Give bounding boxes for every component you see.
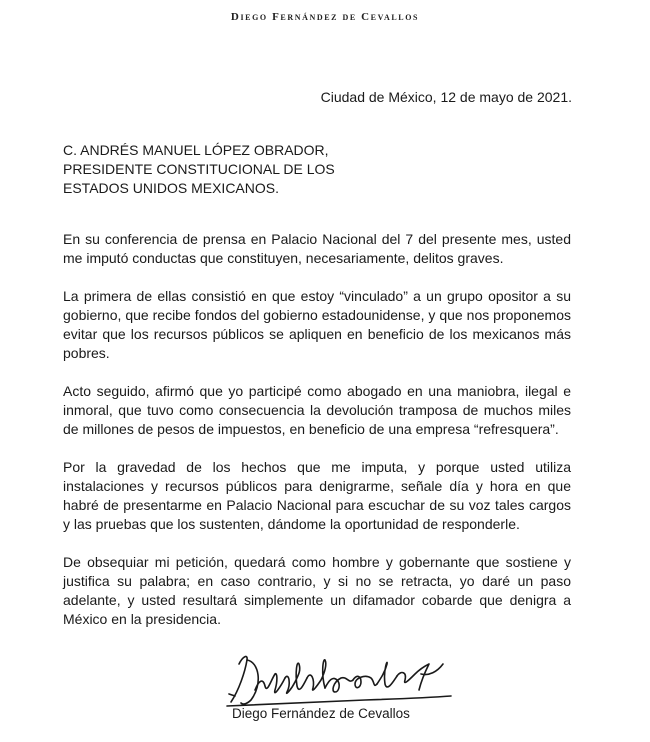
- addressee-line: ESTADOS UNIDOS MEXICANOS.: [63, 180, 279, 196]
- addressee-block: [63, 141, 335, 198]
- addressee-line: PRESIDENTE CONSTITUCIONAL DE LOS: [63, 161, 335, 177]
- body-paragraph: En su conferencia de prensa en Palacio Nacional del 7 del presente mes, usted me imputó conductas que constituyen, necesariamente, delitos graves.: [63, 231, 571, 266]
- addressee-line: C. ANDRÉS MANUEL LÓPEZ OBRADOR,: [63, 142, 329, 158]
- signer-name: Diego Fernández de Cevallos: [232, 706, 410, 721]
- body-paragraph: Acto seguido, afirmó que yo participé como abogado en una maniobra, ilegal e inmoral, que tuvo como consecuencia la devolución tramposa de muchos miles de millones de pesos de impuestos, en beneficio de una empresa “refresquera”.: [63, 383, 571, 437]
- letter-body: [63, 230, 571, 648]
- letter-date: Ciudad de México, 12 de mayo de 2021.: [320, 89, 572, 105]
- body-paragraph: Por la gravedad de los hechos que me imputa, y porque usted utiliza instalaciones y recursos públicos para denigrarme, señale día y hora en que habré de presentarme en Palacio Nacional para escuchar de su voz tales cargos y las pruebas que los sustenten, dándome la oportunidad de responderle.: [63, 459, 571, 532]
- body-paragraph: La primera de ellas consistió en que estoy “vinculado” a un grupo opositor a su gobierno, que recibe fondos del gobierno estadounidense, y que nos proponemos evitar que los recursos públicos se apliquen en beneficio de los mexicanos más pobres.: [63, 288, 571, 361]
- letterhead: Diego Fernández de Cevallos: [230, 11, 420, 23]
- body-paragraph: De obsequiar mi petición, quedará como hombre y gobernante que sostiene y justifica su palabra; en caso contrario, y si no se retracta, yo daré un paso adelante, y usted resultará simplemente un difamador cobarde que denigra a México en la presidencia.: [63, 554, 571, 627]
- handwritten-signature: [225, 650, 455, 710]
